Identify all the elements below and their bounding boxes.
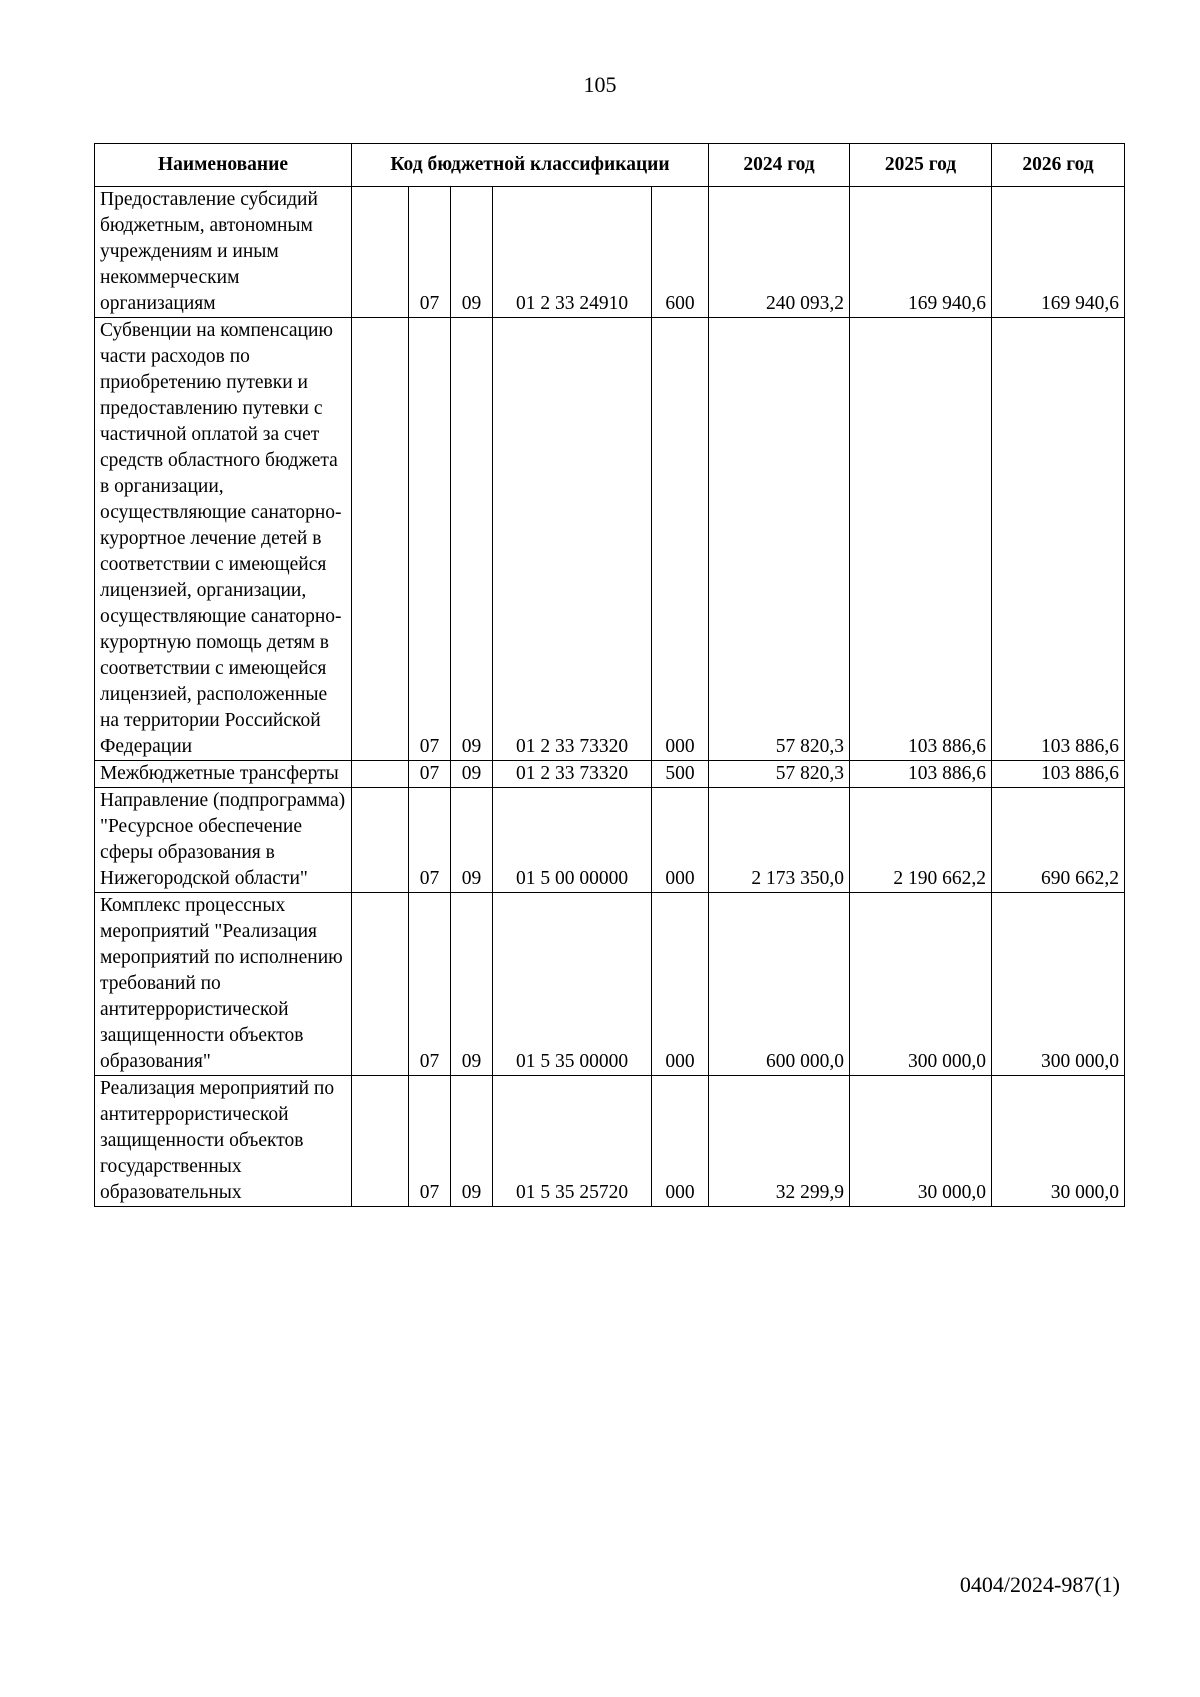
value-2026: 169 940,6 <box>992 187 1125 318</box>
value-2025: 2 190 662,2 <box>850 788 992 893</box>
code-target-article: 01 2 33 73320 <box>493 318 652 761</box>
code-subsection: 09 <box>451 788 493 893</box>
code-cell-empty <box>352 893 409 1076</box>
value-2025: 103 886,6 <box>850 318 992 761</box>
document-registration-code: 0404/2024-987(1) <box>959 1572 1120 1597</box>
value-2024: 32 299,9 <box>709 1076 850 1207</box>
table-row <box>95 318 1125 761</box>
code-target-article: 01 2 33 24910 <box>493 187 652 318</box>
header-row <box>95 144 1125 187</box>
budget-table <box>94 143 1125 1207</box>
value-2024: 2 173 350,0 <box>709 788 850 893</box>
value-2026: 300 000,0 <box>992 893 1125 1076</box>
row-name: Реализация мероприятий по антитеррористической защищенности объектов государственных образовательных <box>95 1076 352 1207</box>
code-section: 07 <box>409 187 451 318</box>
code-cell-empty <box>352 1076 409 1207</box>
code-cell-empty <box>352 318 409 761</box>
table-row <box>95 1076 1125 1207</box>
header-2026: 2026 год <box>992 144 1125 187</box>
table-row <box>95 893 1125 1076</box>
header-2024: 2024 год <box>709 144 850 187</box>
code-expense-type: 000 <box>652 1076 709 1207</box>
value-2024: 57 820,3 <box>709 318 850 761</box>
value-2026: 690 662,2 <box>992 788 1125 893</box>
code-cell-empty <box>352 761 409 788</box>
row-name: Субвенции на компенсацию части расходов по приобретению путевки и предоставлению путевки с частичной оплатой за счет средств областного бюджета в организации, осуществляющие санаторно-курортное лечение детей в соответствии с имеющейся лицензией, организации, осуществляющие санаторно-курортную помощь детям в соответствии с имеющейся лицензией, расположенные на территории Российской Федерации <box>95 318 352 761</box>
code-subsection: 09 <box>451 187 493 318</box>
code-subsection: 09 <box>451 761 493 788</box>
code-expense-type: 000 <box>652 318 709 761</box>
header-2025: 2025 год <box>850 144 992 187</box>
code-expense-type: 600 <box>652 187 709 318</box>
header-name: Наименование <box>95 144 352 187</box>
page-number: 105 <box>583 72 617 97</box>
value-2025: 30 000,0 <box>850 1076 992 1207</box>
code-section: 07 <box>409 893 451 1076</box>
header-code: Код бюджетной классификации <box>352 144 709 187</box>
value-2026: 103 886,6 <box>992 318 1125 761</box>
row-name: Направление (подпрограмма) "Ресурсное обеспечение сферы образования в Нижегородской области" <box>95 788 352 893</box>
table-row <box>95 187 1125 318</box>
code-target-article: 01 5 35 00000 <box>493 893 652 1076</box>
table-row <box>95 788 1125 893</box>
code-expense-type: 000 <box>652 893 709 1076</box>
table-row <box>95 761 1125 788</box>
code-target-article: 01 5 00 00000 <box>493 788 652 893</box>
code-subsection: 09 <box>451 318 493 761</box>
code-section: 07 <box>409 1076 451 1207</box>
code-cell-empty <box>352 788 409 893</box>
code-cell-empty <box>352 187 409 318</box>
value-2025: 103 886,6 <box>850 761 992 788</box>
code-section: 07 <box>409 788 451 893</box>
code-subsection: 09 <box>451 1076 493 1207</box>
value-2025: 300 000,0 <box>850 893 992 1076</box>
code-section: 07 <box>409 318 451 761</box>
code-expense-type: 000 <box>652 788 709 893</box>
code-target-article: 01 2 33 73320 <box>493 761 652 788</box>
row-name: Комплекс процессных мероприятий "Реализация мероприятий по исполнению требований по антитеррористической защищенности объектов образования" <box>95 893 352 1076</box>
row-name: Межбюджетные трансферты <box>95 761 352 788</box>
code-target-article: 01 5 35 25720 <box>493 1076 652 1207</box>
value-2024: 240 093,2 <box>709 187 850 318</box>
code-subsection: 09 <box>451 893 493 1076</box>
code-expense-type: 500 <box>652 761 709 788</box>
value-2025: 169 940,6 <box>850 187 992 318</box>
value-2026: 103 886,6 <box>992 761 1125 788</box>
row-name: Предоставление субсидий бюджетным, автономным учреждениям и иным некоммерческим организациям <box>95 187 352 318</box>
value-2024: 600 000,0 <box>709 893 850 1076</box>
value-2024: 57 820,3 <box>709 761 850 788</box>
value-2026: 30 000,0 <box>992 1076 1125 1207</box>
code-section: 07 <box>409 761 451 788</box>
